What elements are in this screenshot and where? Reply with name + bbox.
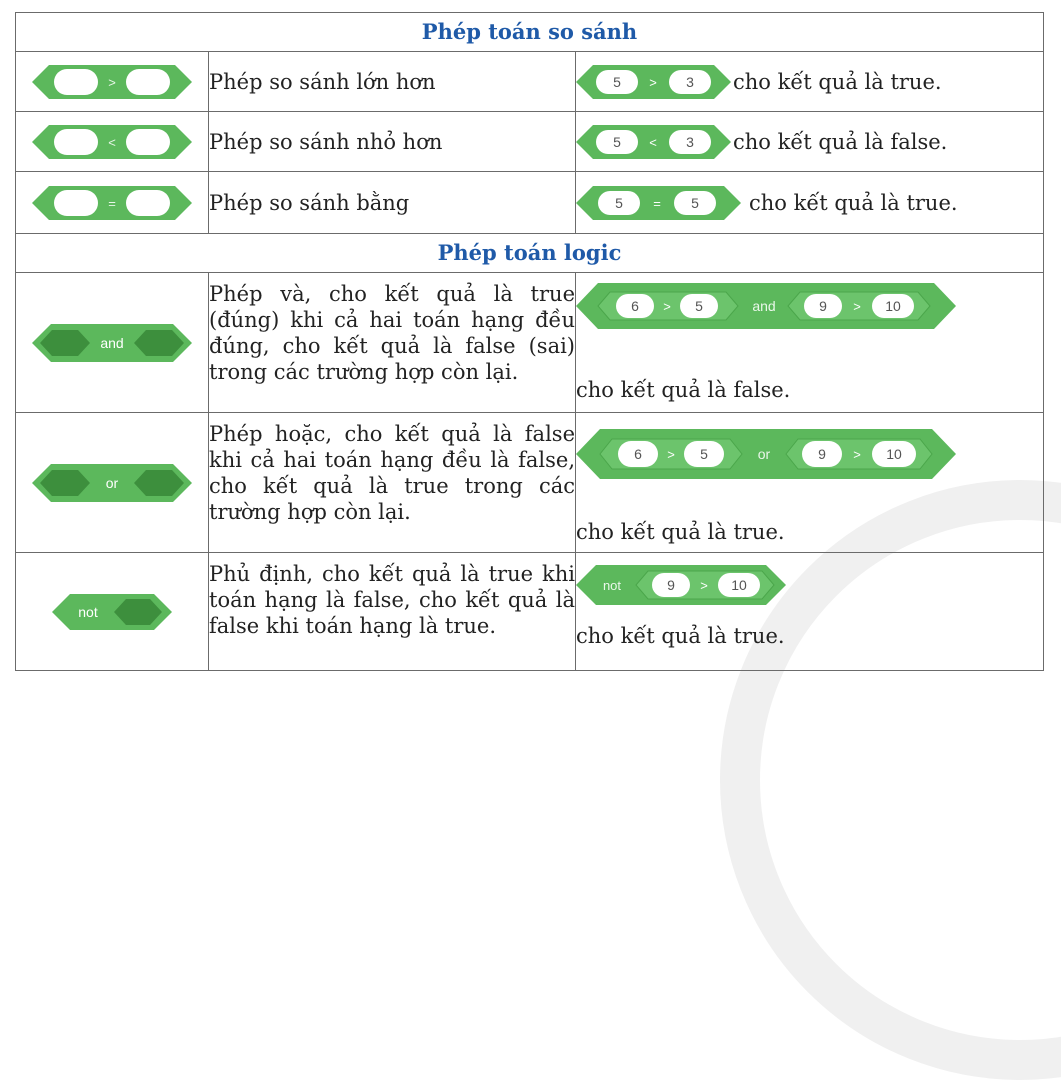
svg-text:6: 6	[634, 446, 642, 462]
svg-text:not: not	[602, 578, 622, 593]
table-row	[16, 112, 1044, 172]
table-row	[16, 52, 1044, 112]
table-row	[16, 172, 1044, 234]
table-row	[16, 553, 1044, 671]
comparison-block-icon	[32, 125, 192, 159]
example-cell	[576, 273, 1044, 413]
example-cell	[576, 413, 1044, 553]
svg-text:>: >	[663, 299, 671, 314]
result-text: cho kết quả là false.	[576, 378, 791, 402]
svg-text:5: 5	[691, 194, 699, 211]
description-cell: Phép so sánh lớn hơn	[209, 52, 576, 112]
example-block	[576, 65, 731, 99]
logic-block-icon	[52, 594, 172, 630]
svg-text:3: 3	[686, 133, 694, 150]
section-title-comparison: Phép toán so sánh	[16, 13, 1044, 52]
svg-text:and: and	[752, 298, 776, 314]
block-and	[16, 273, 209, 413]
operators-table	[15, 12, 1044, 671]
svg-text:<: <	[108, 134, 116, 150]
svg-text:>: >	[108, 74, 116, 90]
svg-text:>: >	[667, 447, 675, 462]
description-cell: Phép và, cho kết quả là true (đúng) khi cả hai toán hạng đều đúng, cho kết quả là false (sai) trong các trường hợp còn lại.	[209, 273, 576, 413]
svg-text:10: 10	[731, 577, 747, 593]
block-equal	[16, 172, 209, 234]
description-cell: Phép hoặc, cho kết quả là false khi cả hai toán hạng đều là false, cho kết quả là true trong các trường hợp còn lại.	[209, 413, 576, 553]
svg-text:=: =	[653, 195, 661, 211]
svg-text:>: >	[649, 74, 657, 90]
svg-text:or: or	[105, 474, 119, 491]
example-cell	[576, 52, 1044, 112]
logic-block-icon	[32, 324, 192, 362]
svg-text:5: 5	[700, 446, 708, 462]
comparison-block-icon	[32, 65, 192, 99]
svg-text:<: <	[649, 134, 657, 150]
svg-text:10: 10	[886, 446, 902, 462]
block-or	[16, 413, 209, 553]
block-not	[16, 553, 209, 671]
block-less-than	[16, 112, 209, 172]
svg-text:9: 9	[667, 577, 675, 593]
result-text: cho kết quả là true.	[749, 190, 958, 215]
result-text: cho kết quả là true.	[576, 520, 785, 544]
example-block	[576, 429, 956, 479]
svg-text:9: 9	[819, 298, 827, 314]
example-cell	[576, 112, 1044, 172]
description-cell: Phép so sánh nhỏ hơn	[209, 112, 576, 172]
svg-text:not: not	[78, 603, 98, 620]
description-cell: Phép so sánh bằng	[209, 172, 576, 234]
example-block	[576, 283, 956, 329]
result-text: cho kết quả là true.	[576, 624, 785, 648]
example-block	[576, 186, 741, 220]
svg-text:5: 5	[613, 133, 621, 150]
description-cell: Phủ định, cho kết quả là true khi toán hạng là false, cho kết quả là false khi toán hạng là true.	[209, 553, 576, 671]
svg-text:or: or	[757, 446, 771, 462]
result-text: cho kết quả là true.	[733, 69, 942, 94]
svg-text:>: >	[853, 299, 861, 314]
svg-text:5: 5	[695, 298, 703, 314]
example-cell	[576, 172, 1044, 234]
svg-text:6: 6	[631, 298, 639, 314]
svg-text:>: >	[853, 447, 861, 462]
svg-text:3: 3	[686, 73, 694, 90]
svg-text:5: 5	[613, 73, 621, 90]
svg-text:5: 5	[615, 194, 623, 211]
logic-block-icon	[32, 464, 192, 502]
comparison-block-icon	[32, 186, 192, 220]
svg-text:9: 9	[818, 446, 826, 462]
table-row	[16, 273, 1044, 413]
block-greater-than	[16, 52, 209, 112]
example-block	[576, 565, 786, 605]
section-header-row	[16, 234, 1044, 273]
table-row	[16, 413, 1044, 553]
svg-text:>: >	[700, 578, 708, 593]
section-header-row	[16, 13, 1044, 52]
svg-text:=: =	[108, 195, 116, 211]
svg-text:and: and	[100, 334, 124, 351]
result-text: cho kết quả là false.	[733, 129, 948, 154]
svg-text:10: 10	[885, 298, 901, 314]
example-cell	[576, 553, 1044, 671]
section-title-logic: Phép toán logic	[16, 234, 1044, 273]
example-block	[576, 125, 731, 159]
